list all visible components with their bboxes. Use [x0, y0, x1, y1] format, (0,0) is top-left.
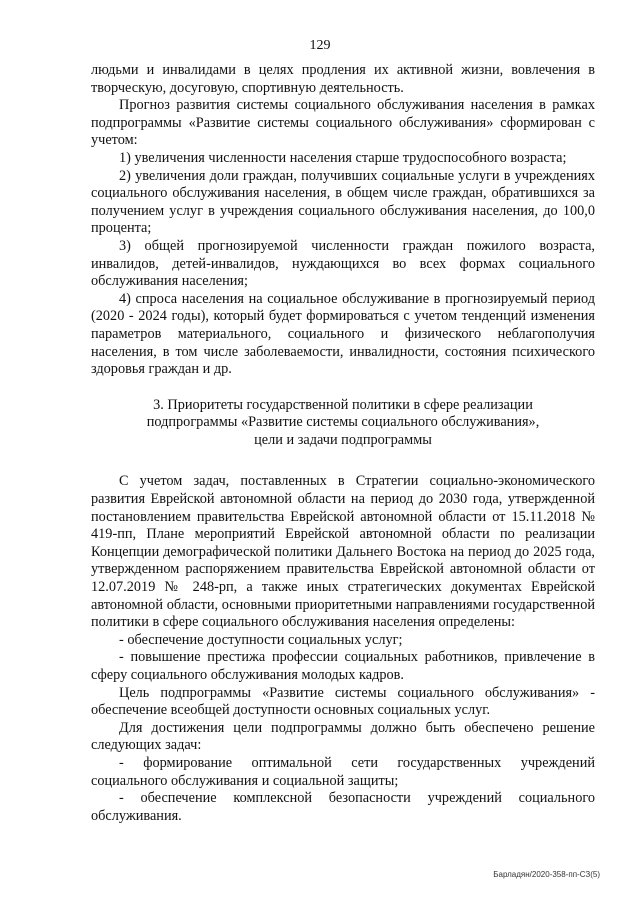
list-item: - формирование оптимальной сети государственных учреждений социального обслуживания и социальной защиты;: [91, 754, 595, 789]
list-item: - обеспечение доступности социальных услуг;: [119, 631, 403, 648]
list-item: 2) увеличения доли граждан, получивших социальные услуги в учреждениях социального обслуживания населения, в общем числе граждан, обратившихся за получением услуг в учреждения социального обслуживания населения, до 100,0 процента;: [91, 167, 595, 237]
list-item: 4) спроса населения на социальное обслуживание в прогнозируемый период (2020 - 2024 годы), который будет формироваться с учетом тенденций изменения параметров материального, социального и физического неблагополучия населения, в том числе заболеваемости, инвалидности, состояния психического здоровья граждан и др.: [91, 290, 595, 378]
section-heading: [91, 397, 595, 450]
footer-stamp: Барладян/2020-358-пп-СЗ(5): [493, 870, 600, 879]
list-item: - обеспечение комплексной безопасности учреждений социального обслуживания.: [91, 790, 595, 824]
section-heading-line: подпрограммы «Развитие системы социального обслуживания»,: [146, 414, 540, 431]
paragraph: Цель подпрограммы «Развитие системы социального обслуживания» - обеспечение всеобщей доступности основных социальных услуг.: [91, 684, 595, 719]
section-heading-line: цели и задачи подпрограммы: [254, 431, 432, 448]
paragraph: Прогноз развития системы социального обслуживания населения в рамках подпрограммы «Развитие системы социального обслуживания» сформирован с учетом:: [91, 97, 595, 149]
document-body: [91, 62, 595, 825]
page-number: 129: [309, 38, 331, 53]
paragraph: людьми и инвалидами в целях продления их активной жизни, вовлечения в творческую, досуговую, спортивную деятельность.: [91, 62, 595, 96]
list-item: - повышение престижа профессии социальных работников, привлечение в сферу социального обслуживания молодых кадров.: [91, 649, 595, 683]
list-item: 3) общей прогнозируемой численности граждан пожилого возраста, инвалидов, детей-инвалидов, нуждающихся во всех формах социального обслуживания населения;: [91, 237, 595, 290]
list-item: 1) увеличения численности населения старше трудоспособного возраста;: [119, 149, 567, 166]
section-heading-line: 3. Приоритеты государственной политики в сфере реализации: [153, 396, 533, 413]
paragraph: С учетом задач, поставленных в Стратегии социально-экономического развития Еврейской автономной области на период до 2030 года, утвержденной постановлением правительства Еврейской автономной области от 15.11.2018 № 419-пп, Плане мероприятий Еврейской автономной области по реализации Концепции демографической политики Дальнего Востока на период до 2025 года, утвержденном распоряжением правительства Еврейской автономной области от 12.07.2019 № 248-рп, а также иных стратегических документах Еврейской автономной области, основными приоритетными направлениями государственной политики в сфере социального обслуживания населения определены:: [91, 473, 595, 631]
paragraph: Для достижения цели подпрограммы должно быть обеспечено решение следующих задач:: [91, 719, 595, 754]
